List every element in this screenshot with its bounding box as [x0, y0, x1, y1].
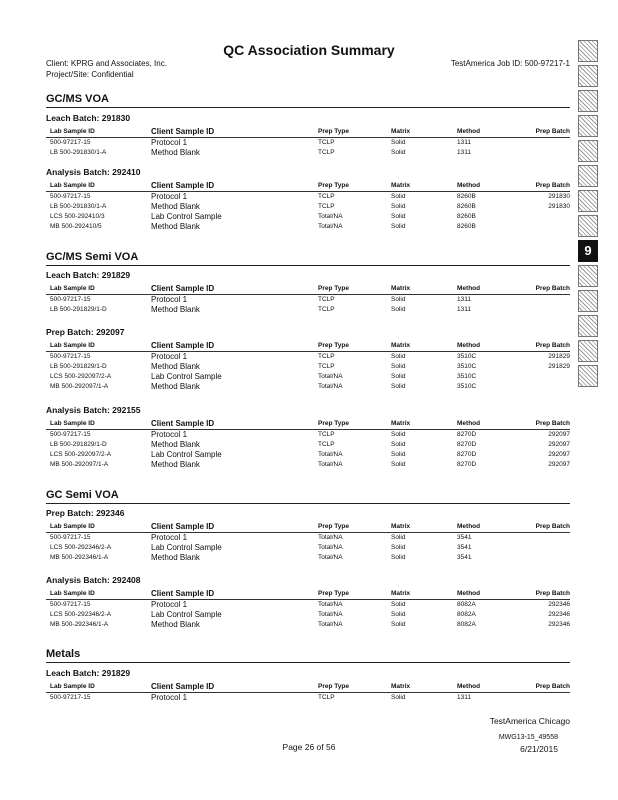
cell-prep: TCLP	[318, 296, 335, 303]
cell-prep-batch: 292097	[548, 441, 570, 448]
batch-label: Analysis Batch: 292155	[46, 405, 141, 415]
cell-prep: Total/NA	[318, 383, 343, 390]
qc-table	[46, 284, 570, 315]
page-title: QC Association Summary	[223, 42, 395, 58]
cell-prep: TCLP	[318, 353, 335, 360]
table-row	[46, 212, 570, 222]
cell-matrix: Solid	[391, 306, 406, 313]
section-tab[interactable]	[578, 165, 598, 187]
cell-prep: Total/NA	[318, 611, 343, 618]
cell-prep: Total/NA	[318, 461, 343, 468]
cell-prep: TCLP	[318, 694, 335, 701]
project-site: Project/Site: Confidential	[46, 70, 134, 79]
cell-method: 8260B	[457, 213, 476, 220]
table-row	[46, 553, 570, 563]
cell-lab: LCS 500-292346/2-A	[50, 611, 112, 618]
column-header-method: Method	[457, 182, 481, 189]
cell-client: Lab Control Sample	[151, 372, 222, 381]
table-row	[46, 533, 570, 543]
cell-matrix: Solid	[391, 461, 406, 468]
cell-lab: LCS 500-292097/2-A	[50, 451, 112, 458]
cell-lab: MB 500-292346/1-A	[50, 554, 109, 561]
cell-lab: 500-97217-15	[50, 431, 91, 438]
table-row	[46, 600, 570, 610]
table-row	[46, 202, 570, 212]
section-tab[interactable]	[578, 215, 598, 237]
column-header-client: Client Sample ID	[151, 181, 215, 190]
column-header-lab: Lab Sample ID	[50, 182, 95, 189]
column-header-client: Client Sample ID	[151, 284, 215, 293]
table-row	[46, 138, 570, 148]
cell-matrix: Solid	[391, 203, 406, 210]
qc-table	[46, 682, 570, 703]
column-header-matrix: Matrix	[391, 342, 411, 349]
cell-method: 3510C	[457, 383, 477, 390]
cell-method: 3510C	[457, 363, 477, 370]
cell-matrix: Solid	[391, 213, 406, 220]
column-header-matrix: Matrix	[391, 285, 411, 292]
section-heading: Metals	[46, 648, 81, 660]
cell-matrix: Solid	[391, 223, 406, 230]
cell-lab: 500-97217-15	[50, 296, 91, 303]
column-header-lab: Lab Sample ID	[50, 523, 95, 530]
cell-lab: 500-97217-15	[50, 601, 91, 608]
column-header-prep: Prep Type	[318, 285, 349, 292]
column-header-client: Client Sample ID	[151, 589, 215, 598]
table-row	[46, 620, 570, 630]
cell-prep: Total/NA	[318, 601, 343, 608]
cell-matrix: Solid	[391, 383, 406, 390]
cell-client: Protocol 1	[151, 138, 188, 147]
cell-prep-batch: 291830	[548, 203, 570, 210]
cell-method: 1311	[457, 296, 471, 303]
cell-client: Method Blank	[151, 553, 200, 562]
cell-matrix: Solid	[391, 296, 406, 303]
cell-method: 8082A	[457, 601, 476, 608]
cell-lab: LCS 500-292410/3	[50, 213, 105, 220]
column-header-prep-batch: Prep Batch	[535, 182, 570, 189]
cell-client: Lab Control Sample	[151, 212, 222, 221]
column-header-matrix: Matrix	[391, 683, 411, 690]
column-header-method: Method	[457, 590, 481, 597]
cell-lab: 500-97217-15	[50, 353, 91, 360]
section-rule	[46, 107, 570, 108]
cell-prep: TCLP	[318, 431, 335, 438]
cell-prep-batch: 291830	[548, 193, 570, 200]
cell-client: Protocol 1	[151, 430, 188, 439]
cell-lab: MB 500-292097/1-A	[50, 383, 109, 390]
cell-prep: TCLP	[318, 139, 335, 146]
column-header-client: Client Sample ID	[151, 127, 215, 136]
column-header-prep-batch: Prep Batch	[535, 683, 570, 690]
cell-lab: MB 500-292410/5	[50, 223, 102, 230]
cell-prep: TCLP	[318, 149, 335, 156]
cell-method: 8260B	[457, 193, 476, 200]
section-tab[interactable]	[578, 140, 598, 162]
column-header-matrix: Matrix	[391, 523, 411, 530]
cell-method: 1311	[457, 306, 471, 313]
column-header-prep-batch: Prep Batch	[535, 128, 570, 135]
table-row	[46, 295, 570, 305]
cell-matrix: Solid	[391, 193, 406, 200]
column-header-method: Method	[457, 523, 481, 530]
qc-table	[46, 589, 570, 630]
table-row	[46, 305, 570, 315]
cell-matrix: Solid	[391, 431, 406, 438]
column-header-method: Method	[457, 342, 481, 349]
cell-client: Lab Control Sample	[151, 543, 222, 552]
column-header-matrix: Matrix	[391, 128, 411, 135]
batch-label: Prep Batch: 292346	[46, 508, 125, 518]
cell-lab: LB 500-291830/1-A	[50, 149, 107, 156]
table-row	[46, 362, 570, 372]
cell-method: 8270D	[457, 441, 477, 448]
qc-table	[46, 181, 570, 232]
cell-prep: Total/NA	[318, 544, 343, 551]
table-row	[46, 693, 570, 703]
cell-matrix: Solid	[391, 139, 406, 146]
section-heading: GC Semi VOA	[46, 489, 119, 501]
qc-table	[46, 341, 570, 392]
cell-lab: LB 500-291830/1-A	[50, 203, 107, 210]
column-header-prep-batch: Prep Batch	[535, 590, 570, 597]
cell-client: Method Blank	[151, 440, 200, 449]
cell-matrix: Solid	[391, 601, 406, 608]
cell-lab: 500-97217-15	[50, 193, 91, 200]
cell-method: 3510C	[457, 373, 477, 380]
section-tab[interactable]	[578, 315, 598, 337]
table-row	[46, 460, 570, 470]
column-header-lab: Lab Sample ID	[50, 128, 95, 135]
column-header-matrix: Matrix	[391, 590, 411, 597]
cell-client: Method Blank	[151, 382, 200, 391]
cell-matrix: Solid	[391, 544, 406, 551]
report-id: MWG13-15_49558	[498, 734, 558, 741]
cell-lab: LB 500-291829/1-D	[50, 363, 107, 370]
cell-matrix: Solid	[391, 353, 406, 360]
cell-method: 8082A	[457, 621, 476, 628]
section-tab[interactable]	[578, 90, 598, 112]
column-header-method: Method	[457, 420, 481, 427]
cell-method: 8270D	[457, 461, 477, 468]
cell-matrix: Solid	[391, 534, 406, 541]
batch-label: Prep Batch: 292097	[46, 327, 125, 337]
section-tab[interactable]	[578, 115, 598, 137]
batch-label: Analysis Batch: 292410	[46, 167, 141, 177]
cell-matrix: Solid	[391, 621, 406, 628]
cell-matrix: Solid	[391, 441, 406, 448]
column-header-method: Method	[457, 285, 481, 292]
table-row	[46, 382, 570, 392]
cell-lab: LCS 500-292097/2-A	[50, 373, 112, 380]
cell-matrix: Solid	[391, 373, 406, 380]
cell-prep: Total/NA	[318, 373, 343, 380]
section-tab[interactable]	[578, 40, 598, 62]
cell-prep-batch: 292097	[548, 431, 570, 438]
cell-prep-batch: 292097	[548, 461, 570, 468]
column-header-lab: Lab Sample ID	[50, 683, 95, 690]
client-name: Client: KPRG and Associates, Inc.	[46, 59, 167, 68]
cell-client: Protocol 1	[151, 693, 188, 702]
cell-matrix: Solid	[391, 554, 406, 561]
section-tab[interactable]	[578, 340, 598, 362]
cell-matrix: Solid	[391, 611, 406, 618]
cell-prep: Total/NA	[318, 213, 343, 220]
column-header-prep-batch: Prep Batch	[535, 342, 570, 349]
section-tab[interactable]	[578, 290, 598, 312]
qc-table	[46, 127, 570, 158]
cell-client: Protocol 1	[151, 533, 188, 542]
cell-prep: TCLP	[318, 306, 335, 313]
cell-matrix: Solid	[391, 451, 406, 458]
cell-matrix: Solid	[391, 363, 406, 370]
column-header-client: Client Sample ID	[151, 419, 215, 428]
column-header-matrix: Matrix	[391, 420, 411, 427]
cell-client: Lab Control Sample	[151, 450, 222, 459]
cell-prep-batch: 292346	[548, 611, 570, 618]
cell-method: 8270D	[457, 451, 477, 458]
column-header-prep: Prep Type	[318, 342, 349, 349]
cell-lab: LB 500-291829/1-D	[50, 441, 107, 448]
cell-client: Lab Control Sample	[151, 610, 222, 619]
cell-method: 3541	[457, 544, 472, 551]
cell-prep-batch: 291829	[548, 353, 570, 360]
section-rule	[46, 503, 570, 504]
cell-method: 1311	[457, 139, 471, 146]
cell-client: Method Blank	[151, 620, 200, 629]
column-header-matrix: Matrix	[391, 182, 411, 189]
column-header-lab: Lab Sample ID	[50, 285, 95, 292]
column-header-prep: Prep Type	[318, 523, 349, 530]
table-row	[46, 543, 570, 553]
cell-prep: Total/NA	[318, 223, 343, 230]
cell-method: 8260B	[457, 223, 476, 230]
cell-matrix: Solid	[391, 694, 406, 701]
section-tab[interactable]	[578, 265, 598, 287]
active-section-tab[interactable]: 9	[578, 240, 598, 262]
cell-prep-batch: 291829	[548, 363, 570, 370]
cell-prep: TCLP	[318, 441, 335, 448]
cell-client: Protocol 1	[151, 352, 188, 361]
table-header	[46, 127, 570, 138]
section-heading: GC/MS Semi VOA	[46, 251, 139, 263]
column-header-prep: Prep Type	[318, 420, 349, 427]
column-header-prep: Prep Type	[318, 683, 349, 690]
table-header	[46, 181, 570, 192]
qc-table	[46, 522, 570, 563]
cell-prep-batch: 292097	[548, 451, 570, 458]
table-header	[46, 341, 570, 352]
cell-lab: MB 500-292097/1-A	[50, 461, 109, 468]
cell-client: Method Blank	[151, 362, 200, 371]
cell-prep: TCLP	[318, 363, 335, 370]
cell-lab: LCS 500-292346/2-A	[50, 544, 112, 551]
column-header-client: Client Sample ID	[151, 682, 215, 691]
cell-method: 8082A	[457, 611, 476, 618]
cell-prep: TCLP	[318, 203, 335, 210]
table-row	[46, 222, 570, 232]
cell-prep: Total/NA	[318, 451, 343, 458]
cell-method: 8260B	[457, 203, 476, 210]
cell-method: 1311	[457, 694, 471, 701]
table-row	[46, 450, 570, 460]
cell-client: Protocol 1	[151, 295, 188, 304]
column-header-lab: Lab Sample ID	[50, 342, 95, 349]
table-header	[46, 589, 570, 600]
cell-method: 1311	[457, 149, 471, 156]
column-header-prep-batch: Prep Batch	[535, 285, 570, 292]
table-row	[46, 352, 570, 362]
column-header-prep: Prep Type	[318, 590, 349, 597]
column-header-prep: Prep Type	[318, 128, 349, 135]
cell-client: Method Blank	[151, 305, 200, 314]
batch-label: Leach Batch: 291829	[46, 270, 131, 280]
section-rule	[46, 662, 570, 663]
cell-matrix: Solid	[391, 149, 406, 156]
cell-prep: Total/NA	[318, 534, 343, 541]
section-tab[interactable]	[578, 365, 598, 387]
section-rule	[46, 265, 570, 266]
cell-lab: MB 500-292346/1-A	[50, 621, 109, 628]
cell-prep: Total/NA	[318, 554, 343, 561]
section-tab[interactable]	[578, 190, 598, 212]
cell-prep-batch: 292346	[548, 601, 570, 608]
table-row	[46, 430, 570, 440]
batch-label: Analysis Batch: 292408	[46, 575, 141, 585]
table-row	[46, 148, 570, 158]
column-header-prep-batch: Prep Batch	[535, 420, 570, 427]
column-header-lab: Lab Sample ID	[50, 420, 95, 427]
cell-method: 8270D	[457, 431, 477, 438]
cell-client: Method Blank	[151, 148, 200, 157]
column-header-prep: Prep Type	[318, 182, 349, 189]
report-date: 6/21/2015	[520, 744, 558, 754]
table-row	[46, 440, 570, 450]
cell-prep: Total/NA	[318, 621, 343, 628]
cell-lab: 500-97217-15	[50, 694, 91, 701]
cell-method: 3510C	[457, 353, 477, 360]
lab-name: TestAmerica Chicago	[489, 716, 570, 726]
cell-client: Method Blank	[151, 460, 200, 469]
section-heading: GC/MS VOA	[46, 93, 109, 105]
column-header-client: Client Sample ID	[151, 341, 215, 350]
column-header-lab: Lab Sample ID	[50, 590, 95, 597]
qc-table	[46, 419, 570, 470]
page-number: Page 26 of 56	[282, 742, 336, 752]
table-row	[46, 610, 570, 620]
column-header-prep-batch: Prep Batch	[535, 523, 570, 530]
column-header-method: Method	[457, 683, 481, 690]
column-header-method: Method	[457, 128, 481, 135]
cell-client: Protocol 1	[151, 600, 188, 609]
cell-lab: 500-97217-15	[50, 534, 91, 541]
cell-method: 3541	[457, 554, 472, 561]
table-header	[46, 682, 570, 693]
table-header	[46, 284, 570, 295]
cell-lab: LB 500-291829/1-D	[50, 306, 107, 313]
job-id: TestAmerica Job ID: 500-97217-1	[450, 59, 570, 68]
cell-prep-batch: 292346	[548, 621, 570, 628]
section-tab-strip	[578, 40, 600, 390]
table-row	[46, 192, 570, 202]
batch-label: Leach Batch: 291830	[46, 113, 131, 123]
table-header	[46, 419, 570, 430]
table-header	[46, 522, 570, 533]
batch-label: Leach Batch: 291829	[46, 668, 131, 678]
cell-client: Method Blank	[151, 202, 200, 211]
cell-prep: TCLP	[318, 193, 335, 200]
cell-lab: 500-97217-15	[50, 139, 91, 146]
section-tab[interactable]	[578, 65, 598, 87]
cell-method: 3541	[457, 534, 472, 541]
table-row	[46, 372, 570, 382]
cell-client: Method Blank	[151, 222, 200, 231]
cell-client: Protocol 1	[151, 192, 188, 201]
column-header-client: Client Sample ID	[151, 522, 215, 531]
